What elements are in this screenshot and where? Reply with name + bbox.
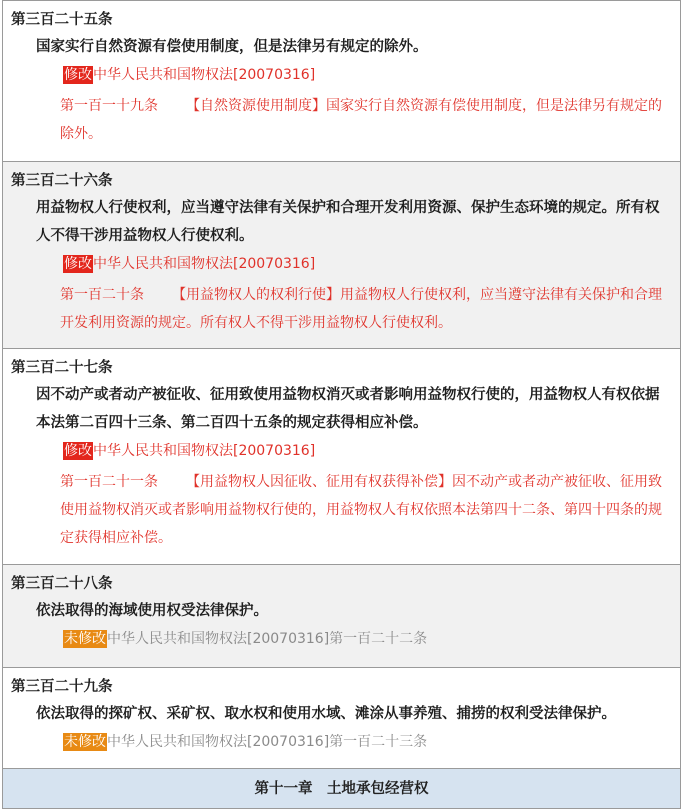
modified-badge: 修改 — [64, 443, 92, 459]
original-article-content: 【用益物权人因征收、征用有权获得补偿】因不动产或者动产被征收、征用致使用益物权消灭或者影响用益物权行使的，用益物权人有权依照本法第四十二条、第四十四条的规定获得相应补偿。 — [60, 474, 662, 546]
chapter-heading: 第十一章 土地承包经营权 — [3, 769, 680, 809]
original-article-number: 第一百一十九条 — [60, 98, 158, 114]
revision-reference — [11, 440, 672, 462]
article-327 — [3, 349, 680, 565]
revision-reference — [11, 731, 672, 753]
article-328 — [3, 565, 680, 668]
article-title: 第三百二十七条 — [11, 360, 113, 376]
article-body: 国家实行自然资源有偿使用制度，但是法律另有规定的除外。 — [36, 39, 428, 55]
source-law-link[interactable]: 中华人民共和国物权法[20070316]第一百二十二条 — [107, 631, 428, 647]
modified-badge: 修改 — [64, 67, 92, 83]
unmodified-badge: 未修改 — [64, 734, 106, 750]
revision-reference — [11, 253, 672, 275]
article-326 — [3, 162, 680, 349]
article-body: 用益物权人行使权利，应当遵守法律有关保护和合理开发利用资源、保护生态环境的规定。所有权人不得干涉用益物权人行使权利。 — [36, 200, 660, 244]
source-law-link[interactable]: 中华人民共和国物权法[20070316] — [93, 256, 316, 272]
article-title: 第三百二十九条 — [11, 679, 113, 695]
original-article-text — [11, 92, 672, 148]
article-body: 依法取得的探矿权、采矿权、取水权和使用水域、滩涂从事养殖、捕捞的权利受法律保护。 — [36, 706, 616, 722]
original-article-number: 第一百二十一条 — [60, 474, 158, 490]
article-title: 第三百二十八条 — [11, 576, 113, 592]
revision-reference — [11, 64, 672, 86]
source-law-link[interactable]: 中华人民共和国物权法[20070316]第一百二十三条 — [107, 734, 428, 750]
revision-reference — [11, 628, 672, 650]
article-325 — [3, 1, 680, 162]
original-article-content: 【自然资源使用制度】国家实行自然资源有偿使用制度，但是法律另有规定的除外。 — [60, 98, 662, 142]
source-law-link[interactable]: 中华人民共和国物权法[20070316] — [93, 67, 316, 83]
article-title: 第三百二十六条 — [11, 173, 113, 189]
unmodified-badge: 未修改 — [64, 631, 106, 647]
source-law-link[interactable]: 中华人民共和国物权法[20070316] — [93, 443, 316, 459]
law-document — [2, 0, 681, 809]
article-329 — [3, 668, 680, 769]
original-article-content: 【用益物权人的权利行使】用益物权人行使权利，应当遵守法律有关保护和合理开发利用资源的规定。所有权人不得干涉用益物权人行使权利。 — [60, 287, 662, 331]
original-article-text — [11, 468, 672, 552]
original-article-number: 第一百二十条 — [60, 287, 144, 303]
article-title: 第三百二十五条 — [11, 12, 113, 28]
article-body: 因不动产或者动产被征收、征用致使用益物权消灭或者影响用益物权行使的，用益物权人有权依据本法第二百四十三条、第二百四十五条的规定获得相应补偿。 — [36, 387, 660, 431]
original-article-text — [11, 281, 672, 337]
article-body: 依法取得的海域使用权受法律保护。 — [36, 603, 268, 619]
modified-badge: 修改 — [64, 256, 92, 272]
